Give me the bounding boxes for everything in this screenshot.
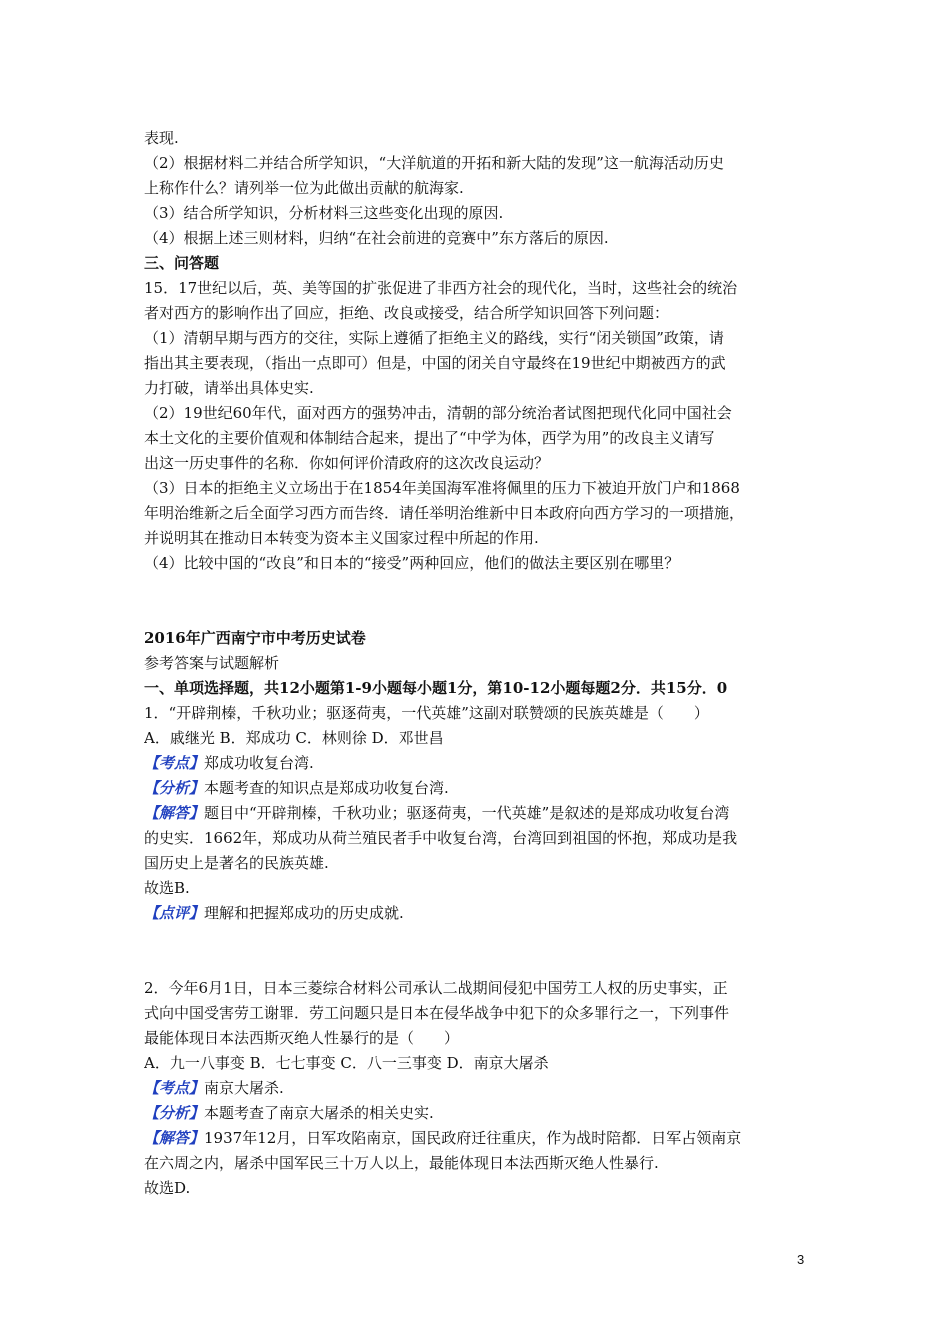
kaodian-label: 【考点】 (144, 1079, 205, 1097)
text-line: （4）比较中国的“改良”和日本的“接受”两种回应，他们的做法主要区别在哪里？ (144, 554, 680, 572)
jieda-text: 题目中“开辟荆榛，千秋功业；驱逐荷夷，一代英雄”是叙述的是郑成功收复台湾 (204, 804, 730, 822)
fenxi-text: 本题考查了南京大屠杀的相关史实. (204, 1104, 434, 1122)
kaodian-text: 郑成功收复台湾. (204, 754, 314, 772)
answer-choice: 故选B. (144, 879, 190, 897)
question-options: A．九一八事变 B．七七事变 C．八一三事变 D．南京大屠杀 (144, 1054, 549, 1072)
jieda-line (144, 1128, 814, 1148)
kaodian-line (144, 753, 814, 773)
text-line: 国历史上是著名的民族英雄. (144, 854, 329, 872)
page-number: 3 (797, 1252, 805, 1267)
text-line: 力打破，请举出具体史实. (144, 379, 314, 397)
dianping-text: 理解和把握郑成功的历史成就. (204, 904, 404, 922)
text-line: 的史实．1662年，郑成功从荷兰殖民者手中收复台湾，台湾回到祖国的怀抱，郑成功是我 (144, 829, 738, 847)
question-stem: 1．“开辟荆榛，千秋功业；驱逐荷夷，一代英雄”这副对联赞颂的民族英雄是（ ） (144, 704, 709, 722)
answers-subtitle: 参考答案与试题解析 (144, 654, 280, 672)
kaodian-text: 南京大屠杀. (204, 1079, 284, 1097)
text-line: （1）清朝早期与西方的交往，实际上遵循了拒绝主义的路线，实行“闭关锁国”政策，请 (144, 329, 724, 347)
text-line: （3）日本的拒绝主义立场出于在1854年美国海军准将佩里的压力下被迫开放门户和1868 (144, 479, 740, 497)
text-line: 在六周之内，屠杀中国军民三十万人以上，最能体现日本法西斯灭绝人性暴行. (144, 1154, 659, 1172)
text-line: 者对西方的影响作出了回应，拒绝、改良或接受，结合所学知识回答下列问题： (144, 304, 670, 322)
jieda-line (144, 803, 814, 823)
question-options: A．戚继光 B．郑成功 C．林则徐 D．邓世昌 (144, 729, 444, 747)
text-line: 年明治维新之后全面学习西方而告终．请任举明治维新中日本政府向西方学习的一项措施， (144, 504, 745, 522)
text-line: （4）根据上述三则材料，归纳“在社会前进的竞赛中”东方落后的原因. (144, 229, 609, 247)
section-heading: 三、问答题 (144, 254, 220, 272)
kaodian-label: 【考点】 (144, 754, 205, 772)
jieda-text: 1937年12月，日军攻陷南京，国民政府迁往重庆，作为战时陪都．日军占领南京 (204, 1129, 742, 1147)
dianping-line (144, 903, 814, 923)
text-line: 本土文化的主要价值观和体制结合起来，提出了“中学为体，西学为用”的改良主义请写 (144, 429, 715, 447)
section-heading: 一、单项选择题，共12小题第1-9小题每小题1分，第10-12小题每题2分．共15分．0 (144, 679, 728, 697)
answer-choice: 故选D. (144, 1179, 191, 1197)
fenxi-line (144, 1103, 814, 1123)
text-line: （2）根据材料二并结合所学知识，“大洋航道的开拓和新大陆的发现”这一航海活动历史 (144, 154, 724, 172)
text-line: 并说明其在推动日本转变为资本主义国家过程中所起的作用. (144, 529, 539, 547)
text-line: （3）结合所学知识，分析材料三这些变化出现的原因. (144, 204, 504, 222)
fenxi-text: 本题考查的知识点是郑成功收复台湾. (204, 779, 449, 797)
kaodian-line (144, 1078, 814, 1098)
text-line: （2）19世纪60年代，面对西方的强势冲击，清朝的部分统治者试图把现代化同中国社会 (144, 404, 732, 422)
fenxi-label: 【分析】 (144, 779, 205, 797)
answers-title: 2016年广西南宁市中考历史试卷 (144, 629, 366, 647)
dianping-label: 【点评】 (144, 904, 205, 922)
jieda-label: 【解答】 (144, 1129, 205, 1147)
fenxi-line (144, 778, 814, 798)
fenxi-label: 【分析】 (144, 1104, 205, 1122)
question-stem: 2．今年6月1日，日本三菱综合材料公司承认二战期间侵犯中国劳工人权的历史事实，正 (144, 979, 728, 997)
text-line: 上称作什么？请列举一位为此做出贡献的航海家. (144, 179, 464, 197)
text-line: 指出其主要表现，（指出一点即可）但是，中国的闭关自守最终在19世纪中期被西方的武 (144, 354, 726, 372)
text-line: 表现. (144, 129, 179, 147)
jieda-label: 【解答】 (144, 804, 205, 822)
text-line: 15．17世纪以后，英、美等国的扩张促进了非西方社会的现代化，当时，这些社会的统治 (144, 279, 738, 297)
text-line: 式向中国受害劳工谢罪．劳工问题只是日本在侵华战争中犯下的众多罪行之一，下列事件 (144, 1004, 730, 1022)
text-line: 最能体现日本法西斯灭绝人性暴行的是（ ） (144, 1029, 460, 1047)
text-line: 出这一历史事件的名称．你如何评价清政府的这次改良运动？ (144, 454, 550, 472)
